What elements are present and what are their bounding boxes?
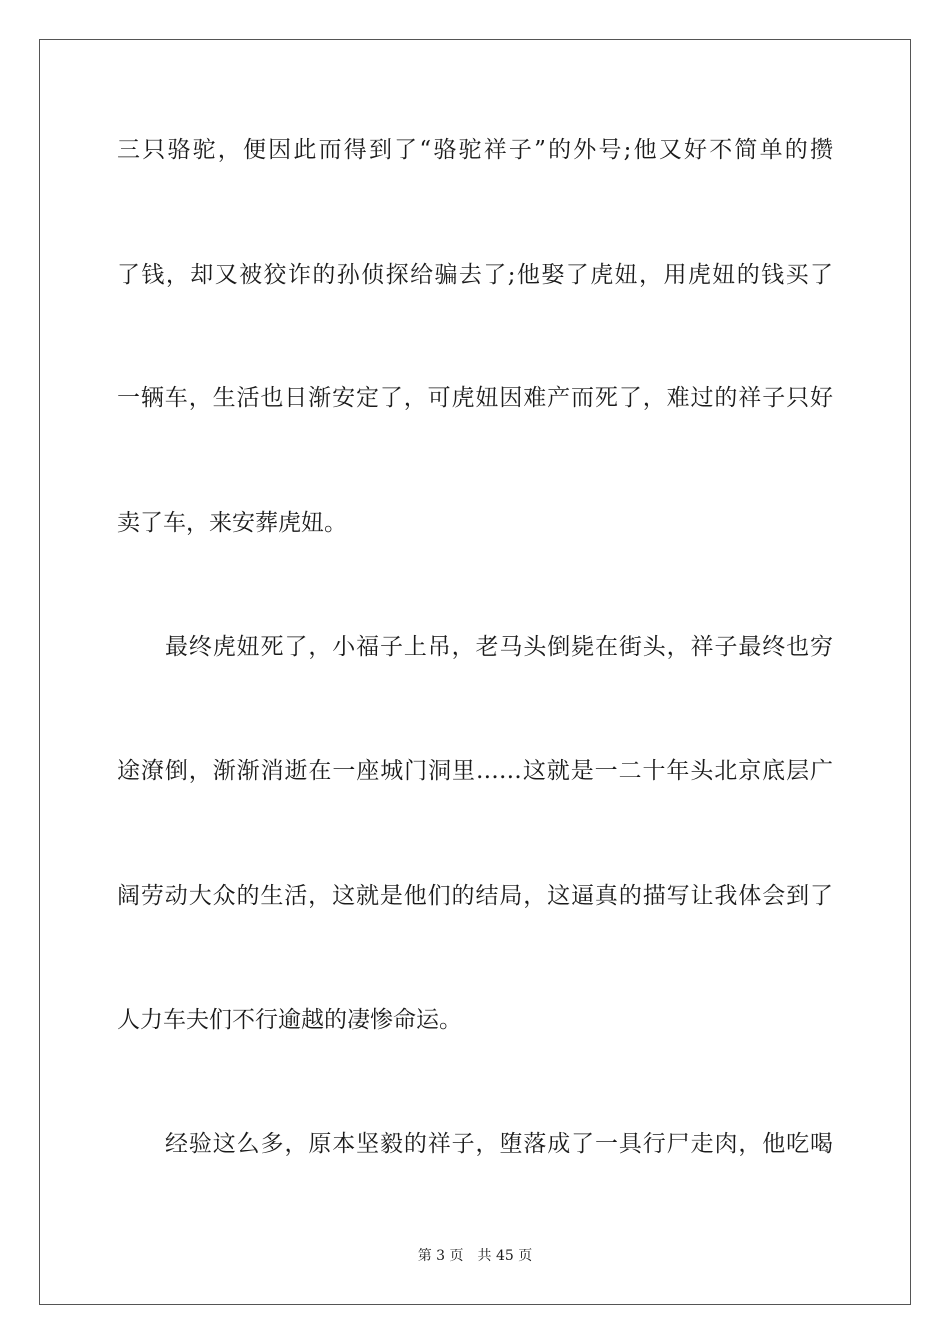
- text-line-6: 途潦倒，渐渐消逝在一座城门洞里……这就是一二十年头北京底层广: [117, 758, 833, 784]
- text-line-7: 阔劳动大众的生活，这就是他们的结局，这逼真的描写让我体会到了: [117, 883, 833, 909]
- page-number-label: 第 3 页 共 45 页: [417, 1248, 533, 1264]
- text-line-9: 经验这么多，原本坚毅的祥子，堕落成了一具行尸走肉，他吃喝: [165, 1131, 833, 1157]
- page-number-footer: [0, 1246, 950, 1266]
- text-line-8: 人力车夫们不行逾越的凄惨命运。: [117, 1007, 462, 1033]
- page-border: [39, 39, 911, 1305]
- text-line-4: 卖了车，来安葬虎妞。: [117, 510, 347, 536]
- text-line-1: 三只骆驼，便因此而得到了“骆驼祥子”的外号;他又好不简单的攒: [117, 137, 833, 163]
- text-line-2: 了钱，却又被狡诈的孙侦探给骗去了;他娶了虎妞，用虎妞的钱买了: [117, 262, 833, 288]
- text-line-5: 最终虎妞死了，小福子上吊，老马头倒毙在街头，祥子最终也穷: [165, 634, 833, 660]
- text-line-3: 一辆车，生活也日渐安定了，可虎妞因难产而死了，难过的祥子只好: [117, 385, 833, 411]
